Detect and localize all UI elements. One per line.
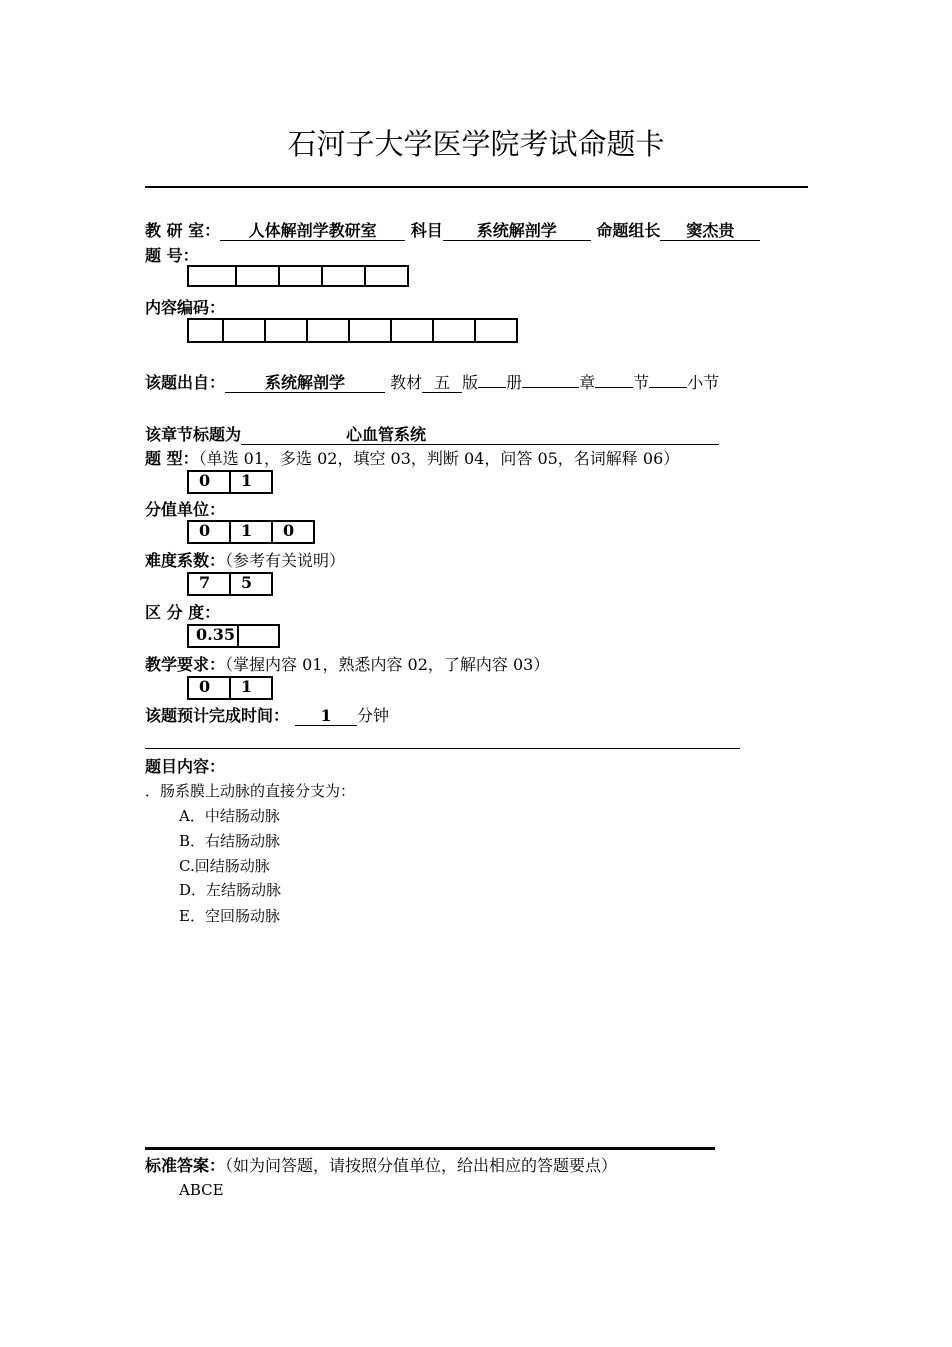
answer-value: ABCE xyxy=(179,1181,224,1199)
difficulty-digit[interactable]: 5 xyxy=(229,572,273,596)
book-value: 系统解剖学 xyxy=(265,373,346,392)
source-line xyxy=(145,370,719,393)
edition-field[interactable] xyxy=(422,375,462,393)
score-digit[interactable]: 1 xyxy=(229,520,273,544)
qnum-label: 题 号： xyxy=(145,246,199,265)
requirement-digit[interactable]: 0 xyxy=(187,676,231,700)
dept-field[interactable] xyxy=(220,223,405,241)
score-boxes[interactable] xyxy=(187,520,315,544)
volume-field[interactable] xyxy=(478,370,506,388)
book-field[interactable] xyxy=(225,375,385,393)
option-b: B．右结肠动脉 xyxy=(179,832,281,850)
qtype-digit[interactable]: 1 xyxy=(229,470,273,494)
chapter-unit: 章 xyxy=(579,373,596,392)
qtype-digit[interactable]: 0 xyxy=(187,470,231,494)
question-text: ．肠系膜上动脉的直接分支为： xyxy=(145,782,356,800)
subsection-unit: 小节 xyxy=(687,373,720,392)
answer-note: （如为问答题，请按照分值单位，给出相应的答题要点） xyxy=(225,1156,618,1175)
option-a: A．中结肠动脉 xyxy=(179,807,280,825)
qtype-note: （单选 01，多选 02，填空 03，判断 04，问答 05，名词解释 06） xyxy=(198,449,680,468)
score-digit[interactable]: 0 xyxy=(271,520,315,544)
leader-value: 窦杰贵 xyxy=(686,221,735,240)
header-line xyxy=(145,218,760,241)
subject-value: 系统解剖学 xyxy=(476,221,557,240)
time-value: 1 xyxy=(320,706,332,725)
chapter-label: 该章节标题为 xyxy=(145,425,242,444)
chapter-field[interactable] xyxy=(522,370,579,388)
subsection-field[interactable] xyxy=(649,370,687,388)
code-boxes[interactable] xyxy=(187,318,518,343)
code-box[interactable] xyxy=(390,318,434,343)
code-label: 内容编码： xyxy=(145,298,226,317)
option-c: C.回结肠动脉 xyxy=(179,857,270,875)
qnum-box[interactable] xyxy=(278,265,323,287)
requirement-boxes[interactable] xyxy=(187,676,273,700)
section-unit: 节 xyxy=(633,373,650,392)
option-e: E．空回肠动脉 xyxy=(179,907,280,925)
code-box[interactable] xyxy=(348,318,392,343)
score-label: 分值单位： xyxy=(145,500,226,519)
qnum-box[interactable] xyxy=(235,265,280,287)
chapter-field[interactable] xyxy=(241,427,719,445)
discrimination-digit[interactable] xyxy=(237,624,280,648)
content-label: 题目内容： xyxy=(145,757,226,776)
code-box[interactable] xyxy=(222,318,266,343)
option-d: D．左结肠动脉 xyxy=(179,881,282,899)
dept-value: 人体解剖学教研室 xyxy=(248,221,377,240)
qtype-line xyxy=(145,446,679,469)
title-divider xyxy=(145,186,808,188)
edition-value: 五 xyxy=(434,373,451,392)
qtype-boxes[interactable] xyxy=(187,470,273,494)
code-box[interactable] xyxy=(306,318,350,343)
source-label: 该题出自： xyxy=(145,373,226,392)
textbook-label: 教材 xyxy=(390,373,423,392)
difficulty-label: 难度系数： xyxy=(145,551,226,570)
qnum-box[interactable] xyxy=(364,265,409,287)
discrimination-boxes[interactable] xyxy=(187,624,280,648)
answer-divider xyxy=(145,1147,715,1150)
edition-unit: 版 xyxy=(462,373,479,392)
code-box[interactable] xyxy=(474,318,518,343)
code-box[interactable] xyxy=(432,318,476,343)
answer-label: 标准答案： xyxy=(145,1156,226,1175)
qnum-box[interactable] xyxy=(321,265,366,287)
leader-field[interactable] xyxy=(660,223,760,241)
requirement-digit[interactable]: 1 xyxy=(229,676,273,700)
volume-unit: 册 xyxy=(506,373,523,392)
code-box[interactable] xyxy=(187,318,224,343)
content-divider xyxy=(145,748,740,749)
discrimination-value[interactable]: 0.35 xyxy=(187,624,239,648)
section-field[interactable] xyxy=(595,370,633,388)
qtype-label: 题 型： xyxy=(145,449,199,468)
time-field[interactable] xyxy=(295,708,357,726)
answer-line xyxy=(145,1153,617,1176)
difficulty-note: （参考有关说明） xyxy=(225,551,346,570)
leader-label: 命题组长 xyxy=(596,221,661,240)
qnum-box[interactable] xyxy=(187,265,237,287)
requirement-line xyxy=(145,652,549,675)
requirement-note: （掌握内容 01，熟悉内容 02，了解内容 03） xyxy=(225,655,550,674)
time-label: 该题预计完成时间： xyxy=(145,706,290,725)
discrimination-label: 区 分 度： xyxy=(145,603,221,622)
chapter-line xyxy=(145,422,719,445)
chapter-value: 心血管系统 xyxy=(346,425,427,444)
time-line xyxy=(145,703,389,726)
time-unit: 分钟 xyxy=(357,706,390,725)
qnum-boxes[interactable] xyxy=(187,265,409,287)
code-box[interactable] xyxy=(264,318,308,343)
difficulty-boxes[interactable] xyxy=(187,572,273,596)
page-title: 石河子大学医学院考试命题卡 xyxy=(287,127,665,161)
subject-label: 科目 xyxy=(410,221,443,240)
score-digit[interactable]: 0 xyxy=(187,520,231,544)
difficulty-line xyxy=(145,548,345,571)
requirement-label: 教学要求： xyxy=(145,655,226,674)
dept-label: 教 研 室： xyxy=(145,221,221,240)
difficulty-digit[interactable]: 7 xyxy=(187,572,231,596)
subject-field[interactable] xyxy=(443,223,591,241)
